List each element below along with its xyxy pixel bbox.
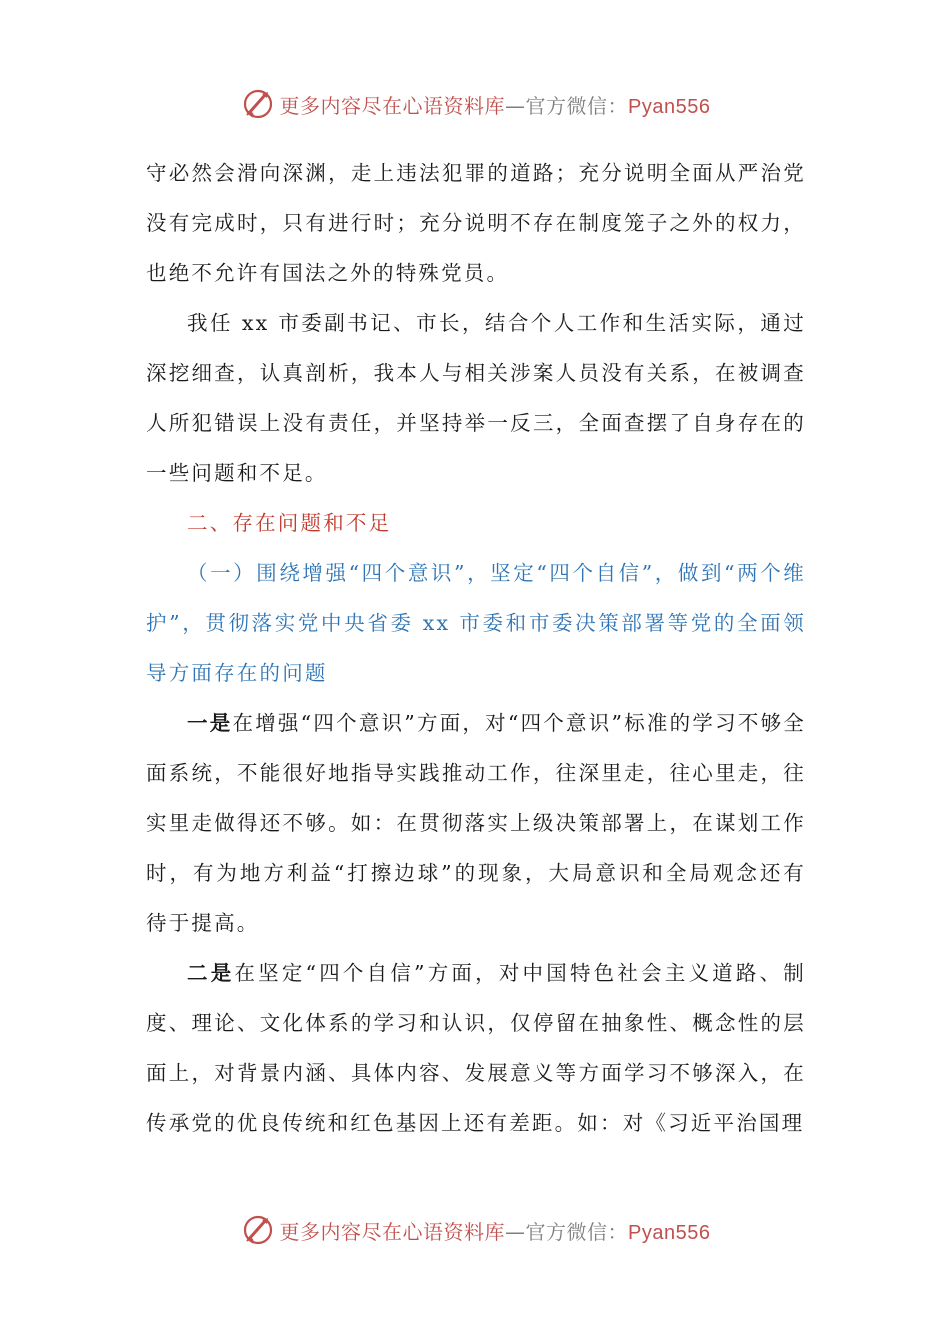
paragraph-2: 我任 xx 市委副书记、市长，结合个人工作和生活实际，通过深挖细查，认真剖析，我本人与相关涉案人员没有关系，在被调查人所犯错误上没有责任，并坚持举一反三，全面查摆了自身存在的一些问题和不足。 xyxy=(146,311,806,485)
section-heading: 二、存在问题和不足 xyxy=(187,511,392,535)
subsection-heading: （一）围绕增强“四个意识”，坚定“四个自信”，做到“两个维护”，贯彻落实党中央省委 xx 市委和市委决策部署等党的全面领导方面存在的问题 xyxy=(146,561,806,685)
point-lead-1: 一是 xyxy=(187,711,233,735)
point-lead-2: 二是 xyxy=(187,961,235,985)
paragraph-point-2 xyxy=(146,948,806,1148)
watermark-text: 更多内容尽在心语资料库—官方微信：Pyan556 xyxy=(279,93,711,118)
paragraph-point-1 xyxy=(146,698,806,948)
paragraph-1: 守必然会滑向深渊，走上违法犯罪的道路；充分说明全面从严治党没有完成时，只有进行时；充分说明不存在制度笼子之外的权力，也绝不允许有国法之外的特殊党员。 xyxy=(146,161,806,285)
pen-logo-icon xyxy=(240,86,276,122)
point-text-2: 在坚定“四个自信”方面，对中国特色社会主义道路、制度、理论、文化体系的学习和认识，仅停留在抽象性、概念性的层面上，对背景内涵、具体内容、发展意义等方面学习不够深入，在传承党的优良传统和红色基因上还有差距。如：对《习近平治国理 xyxy=(146,961,806,1135)
footer-watermark xyxy=(0,1210,950,1250)
header-watermark xyxy=(0,84,950,124)
pen-logo-icon xyxy=(240,1212,276,1248)
document-body xyxy=(146,148,806,1148)
watermark-text: 更多内容尽在心语资料库—官方微信：Pyan556 xyxy=(279,1219,711,1244)
point-text-1: 在增强“四个意识”方面，对“四个意识”标准的学习不够全面系统，不能很好地指导实践推动工作，往深里走，往心里走，往实里走做得还不够。如：在贯彻落实上级决策部署上，在谋划工作时，有为地方利益“打擦边球”的现象，大局意识和全局观念还有待于提高。 xyxy=(146,711,806,935)
